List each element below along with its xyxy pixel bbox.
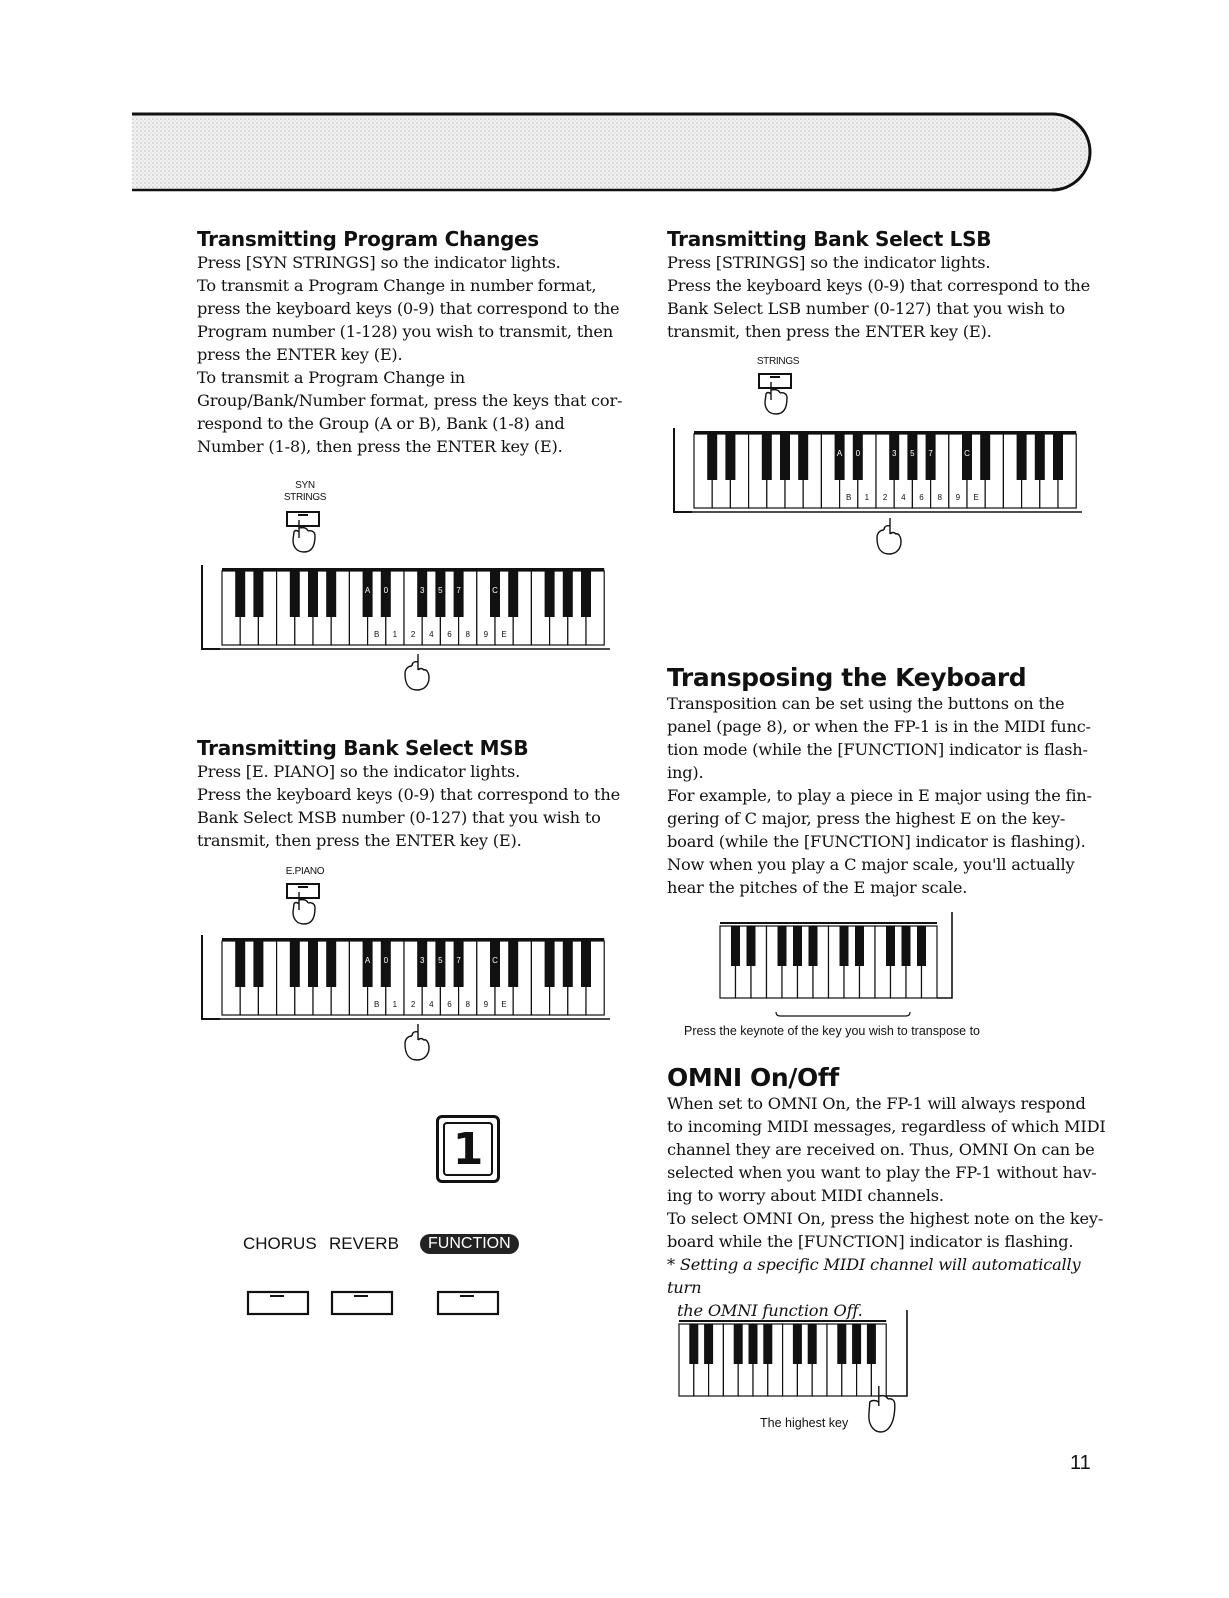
press-button-icon xyxy=(284,508,326,558)
black-key xyxy=(747,926,756,966)
label-line: STRINGS xyxy=(283,492,327,503)
reverb-button[interactable] xyxy=(330,1290,396,1318)
key-label: 0 xyxy=(383,956,389,965)
section-title: Transmitting Bank Select MSB xyxy=(197,736,529,760)
keyboard-diagram xyxy=(200,935,612,1025)
text-line: Program number (1-128) you wish to transmit, then xyxy=(197,322,613,341)
key-label: 5 xyxy=(910,449,915,458)
text-line: to incoming MIDI messages, regardless of which MIDI xyxy=(667,1117,1106,1136)
text-line: board (while the [FUNCTION] indicator is flashing). xyxy=(667,832,1086,851)
key-label: 1 xyxy=(392,1000,398,1009)
section-body xyxy=(667,1092,1117,1322)
black-key xyxy=(837,1324,846,1364)
black-key xyxy=(1035,434,1045,480)
key-label: E xyxy=(973,493,979,502)
key-label: 7 xyxy=(928,449,933,458)
black-key xyxy=(563,571,573,617)
key-label: C xyxy=(492,586,498,595)
key-label: 5 xyxy=(438,586,443,595)
text-line: Number (1-8), then press the ENTER key (E). xyxy=(197,437,563,456)
key-label: 4 xyxy=(429,1000,434,1009)
function-label xyxy=(420,1233,519,1254)
text-line: When set to OMNI On, the FP-1 will always respond xyxy=(667,1094,1086,1113)
black-key xyxy=(235,941,245,987)
pointing-hand-icon xyxy=(877,518,901,554)
keyboard-case xyxy=(674,428,692,512)
key-label: 5 xyxy=(438,956,443,965)
label-line: SYN xyxy=(295,480,315,491)
keyboard-diagram xyxy=(672,428,1084,518)
black-key xyxy=(581,941,591,987)
key-label: 4 xyxy=(429,630,434,639)
section-omni xyxy=(667,1063,1117,1322)
black-key xyxy=(902,926,911,966)
black-key xyxy=(763,1324,772,1364)
key-label: 0 xyxy=(855,449,861,458)
black-key xyxy=(734,1324,743,1364)
text-line: To transmit a Program Change in xyxy=(197,368,466,387)
black-key xyxy=(326,941,336,987)
text-line: Press the keyboard keys (0-9) that correspond to the xyxy=(667,276,1090,295)
black-key xyxy=(980,434,990,480)
keyboard-case xyxy=(202,935,220,1019)
key-label: 3 xyxy=(891,449,897,458)
black-key xyxy=(290,941,300,987)
key-label: A xyxy=(364,586,371,595)
black-key xyxy=(855,926,864,966)
black-key xyxy=(308,941,318,987)
black-key xyxy=(808,1324,817,1364)
section-body xyxy=(667,692,1117,899)
button-label-e-piano: E.PIANO xyxy=(285,866,325,877)
pointing-hand-icon xyxy=(870,514,906,556)
black-key xyxy=(1053,434,1063,480)
text-line: gering of C major, press the highest E on the key- xyxy=(667,809,1066,828)
section-program-changes xyxy=(197,227,637,458)
text-line: Press [E. PIANO] so the indicator lights. xyxy=(197,762,521,781)
black-key xyxy=(840,926,849,966)
black-key xyxy=(798,434,808,480)
black-key xyxy=(326,571,336,617)
note-line: the OMNI function Off. xyxy=(677,1301,863,1320)
black-key xyxy=(253,941,263,987)
keyboard-diagram xyxy=(200,565,612,655)
section-title: Transmitting Bank Select LSB xyxy=(667,227,992,251)
black-key xyxy=(308,571,318,617)
function-button[interactable] xyxy=(436,1290,502,1318)
key-label: 9 xyxy=(483,1000,489,1009)
key-label: 6 xyxy=(919,493,924,502)
black-key xyxy=(867,1324,876,1364)
black-key xyxy=(235,571,245,617)
black-key xyxy=(581,571,591,617)
key-label: 4 xyxy=(901,493,906,502)
text-line: Press the keyboard keys (0-9) that correspond to the xyxy=(197,785,620,804)
keyboard-case xyxy=(886,1310,907,1396)
step-number: 1 xyxy=(443,1122,493,1176)
pointing-hand-icon xyxy=(398,1020,434,1062)
button-label-syn-strings xyxy=(270,480,340,504)
black-key xyxy=(508,941,518,987)
text-line: To transmit a Program Change in number format, xyxy=(197,276,597,295)
text-line: ing to worry about MIDI channels. xyxy=(667,1186,944,1205)
section-body xyxy=(667,251,1117,343)
transpose-caption: Press the keynote of the key you wish to transpose to xyxy=(684,1024,980,1038)
text-line: tion mode (while the [FUNCTION] indicator is flash- xyxy=(667,740,1088,759)
black-key xyxy=(780,434,790,480)
black-key xyxy=(809,926,818,966)
black-key xyxy=(545,571,555,617)
key-label: B xyxy=(846,493,852,502)
text-line: transmit, then press the ENTER key (E). xyxy=(667,322,992,341)
key-label: 6 xyxy=(447,1000,452,1009)
key-label: 2 xyxy=(410,630,416,639)
button-label-strings: STRINGS xyxy=(756,356,800,367)
black-key xyxy=(563,941,573,987)
press-button-icon xyxy=(756,370,798,420)
text-line: hear the pitches of the E major scale. xyxy=(667,878,968,897)
key-label: B xyxy=(374,1000,380,1009)
text-line: selected when you want to play the FP-1 without hav- xyxy=(667,1163,1097,1182)
pointing-hand-icon xyxy=(398,650,434,692)
pointing-hand-icon xyxy=(405,654,429,690)
text-line: For example, to play a piece in E major using the fin- xyxy=(667,786,1092,805)
text-line: Press [SYN STRINGS] so the indicator lights. xyxy=(197,253,561,272)
pointing-hand-icon xyxy=(405,1024,429,1060)
black-key xyxy=(290,571,300,617)
page-number: 11 xyxy=(1070,1452,1091,1474)
black-key xyxy=(704,1324,713,1364)
key-label: E xyxy=(501,630,507,639)
range-bracket xyxy=(776,1012,910,1016)
text-line: panel (page 8), or when the FP-1 is in the MIDI func- xyxy=(667,717,1091,736)
key-label: 8 xyxy=(465,1000,470,1009)
text-line: Group/Bank/Number format, press the keys that cor- xyxy=(197,391,623,410)
black-key xyxy=(707,434,717,480)
key-label: 7 xyxy=(456,956,461,965)
key-label: 3 xyxy=(419,586,425,595)
chorus-label: CHORUS xyxy=(243,1234,317,1253)
section-title: Transposing the Keyboard xyxy=(667,663,1027,692)
black-key xyxy=(508,571,518,617)
keyboard-case xyxy=(937,912,952,998)
key-label: 6 xyxy=(447,630,452,639)
header-banner xyxy=(132,110,1097,192)
black-key xyxy=(793,1324,802,1364)
text-line: To select OMNI On, press the highest note on the key- xyxy=(667,1209,1104,1228)
text-line: press the ENTER key (E). xyxy=(197,345,403,364)
black-key xyxy=(886,926,895,966)
section-bank-select-msb xyxy=(197,736,637,852)
section-title: OMNI On/Off xyxy=(667,1063,839,1092)
key-label: B xyxy=(374,630,380,639)
black-key xyxy=(793,926,802,966)
text-line: respond to the Group (A or B), Bank (1-8) and xyxy=(197,414,565,433)
note-line: * Setting a specific MIDI channel will automatically turn xyxy=(667,1255,1081,1297)
keyboard-case xyxy=(202,565,220,649)
key-label: 8 xyxy=(937,493,942,502)
key-label: 8 xyxy=(465,630,470,639)
text-line: Bank Select LSB number (0-127) that you wish to xyxy=(667,299,1065,318)
reverb-label: REVERB xyxy=(329,1234,399,1253)
section-body xyxy=(197,251,637,458)
black-key xyxy=(1017,434,1027,480)
text-line: Press [STRINGS] so the indicator lights. xyxy=(667,253,991,272)
octave-keyboard-diagram xyxy=(716,912,956,1022)
text-line: ing). xyxy=(667,763,704,782)
key-label: 2 xyxy=(882,493,888,502)
function-indicator: FUNCTION xyxy=(420,1234,519,1254)
text-line: Now when you play a C major scale, you'll actually xyxy=(667,855,1075,874)
press-button-icon xyxy=(284,880,326,930)
black-key xyxy=(545,941,555,987)
text-line: board while the [FUNCTION] indicator is flashing. xyxy=(667,1232,1074,1251)
black-key xyxy=(725,434,735,480)
text-line: channel they are received on. Thus, OMNI On can be xyxy=(667,1140,1095,1159)
step-number-box xyxy=(436,1115,500,1183)
section-bank-select-lsb xyxy=(667,227,1117,343)
text-line: Transposition can be set using the buttons on the xyxy=(667,694,1065,713)
black-key xyxy=(253,571,263,617)
black-key xyxy=(778,926,787,966)
key-label: 2 xyxy=(410,1000,416,1009)
text-line: press the keyboard keys (0-9) that correspond to the xyxy=(197,299,620,318)
key-label: E xyxy=(501,1000,507,1009)
key-label: C xyxy=(492,956,498,965)
section-transposing xyxy=(667,663,1117,899)
black-key xyxy=(749,1324,758,1364)
key-label: A xyxy=(364,956,371,965)
black-key xyxy=(689,1324,698,1364)
key-label: 9 xyxy=(955,493,961,502)
text-line: Bank Select MSB number (0-127) that you wish to xyxy=(197,808,601,827)
key-label: 3 xyxy=(419,956,425,965)
key-label: 9 xyxy=(483,630,489,639)
section-title: Transmitting Program Changes xyxy=(197,227,539,251)
black-key xyxy=(852,1324,861,1364)
key-label: 1 xyxy=(864,493,870,502)
key-label: A xyxy=(836,449,843,458)
key-label: 7 xyxy=(456,586,461,595)
key-label: 1 xyxy=(392,630,398,639)
section-body xyxy=(197,760,637,852)
text-line: transmit, then press the ENTER key (E). xyxy=(197,831,522,850)
chorus-button[interactable] xyxy=(246,1290,312,1318)
black-key xyxy=(917,926,926,966)
black-key xyxy=(731,926,740,966)
key-label: C xyxy=(964,449,970,458)
key-label: 0 xyxy=(383,586,389,595)
black-key xyxy=(762,434,772,480)
highest-key-caption: The highest key xyxy=(760,1416,849,1430)
